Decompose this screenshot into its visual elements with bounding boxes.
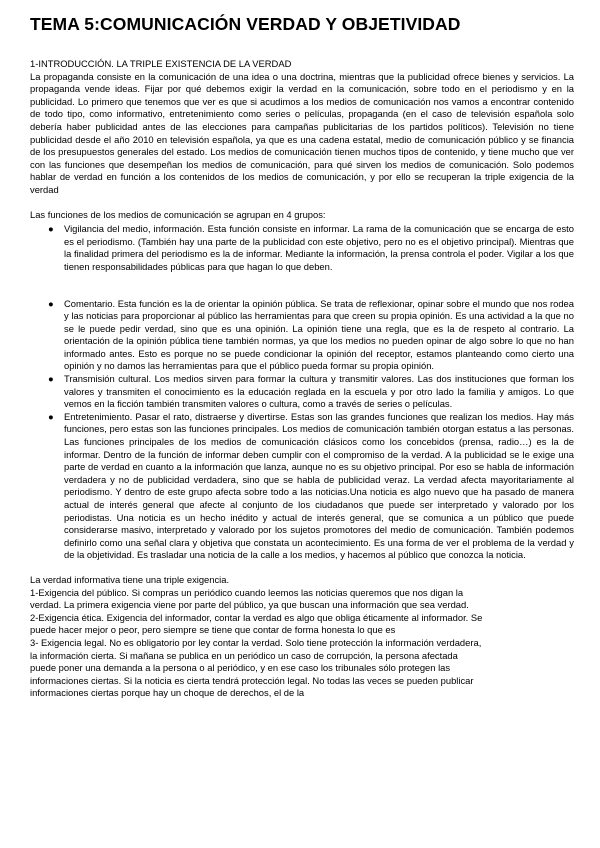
- functions-intro: Las funciones de los medios de comunicación se agrupan en 4 grupos:: [30, 208, 326, 220]
- list-item-text: Entretenimiento. Pasar el rato, distraerse y divertirse. Estas son las grandes funciones que realizan los medios. Hay más funciones, pero estas son las funciones principales. Los medios de comunicación también otorgan estatus a las personas. Las funciones principales de los medios de comunicación clásicos como los concebidos (prensa, radio…) es la de informar. Dentro de la función de informar deben cumplir con el compromiso de la verdad. A la publicidad se le exige una parte de verdad en cuanto a la información que lanza, aunque no es su objetivo principal. Por eso se habla de información verdadera y no de publicidad verdadera, sino que se habla de publicidad veraz. La verdad afecta mayoritariamente al periodismo. Y dentro de este grupo afecta sobre todo a las noticias.Una noticia es algo nuevo que ha pasado de manera actual de interés general que afecte al conjunto de los ciudadanos que puede ser interpretado y valorado por los periodistas. Una noticia es un hecho inédito y actual de interés general, que se comunica a un público que puede considerarse masivo, interpretado y valorado por los sujetos promotores del medio de comunicación. También podemos definirlo como una señal clara y objetiva que constata un acontecimiento. Es una forma de ver el problema de la verdad y de la objetividad. Es trasladar una noticia de la calle a los medios, y hacemos al público que conozca la noticia.: [64, 410, 574, 561]
- page-title: TEMA 5:COMUNICACIÓN VERDAD Y OBJETIVIDAD: [30, 14, 461, 34]
- truth-item: 3- Exigencia legal. No es obligatorio por ley contar la verdad. Solo tiene protección la información verdadera, la información cierta. Si mañana se publica en un periódico un caso de corrupción, la persona afectada puede poner una demanda a la persona o al periódico, y en ese caso los tribunales sólo protegen las informaciones ciertas. Si la noticia es cierta tendrá protección legal. No todas las veces se pueden publicar informaciones ciertas porque hay un choque de derechos, el de la: [30, 636, 482, 699]
- intro-paragraph: La propaganda consiste en la comunicación de una idea o una doctrina, mientras que la publicidad ofrece bienes y servicios. La propaganda vende ideas. Fijar por qué debemos exigir la verdad en la comunicación, sobre todo en el periodismo y en la publicidad. Lo primero que tenemos que ver es que si acudimos a los medios de comunicación nos vamos a encontrar contenido de todo tipo, como informativo, entretenimiento como series o películas, propaganda (en el caso de televisión española solo debería haber publicidad antes de las elecciones para campañas publicitarias de los partidos políticos). Televisión no tiene publicidad desde el año 2010 en televisión española, ya que es una cadena estatal, medio de comunicación público y se financia de los presupuestos generales del estado. Los medios de comunicación tienen muchos tipos de contenido, y tiene mucho que ver con las funciones que desempeñan los medios de comunicación, para qué sirven los medios de comunicación. Solo podemos hablar de verdad en función a los contenidos de los medios de comunicación, y por ello se recuperan la triple exigencia de la verdad: [30, 70, 574, 195]
- bullet-icon: ●: [48, 297, 54, 309]
- section-heading: 1-INTRODUCCIÓN. LA TRIPLE EXISTENCIA DE LA VERDAD: [30, 58, 292, 69]
- truth-item: 2-Exigencia ética. Exigencia del informador, contar la verdad es algo que obliga éticamente al informador. Se puede hacer mejor o peor, pero siempre se tiene que contar de forma honesta lo que es: [30, 611, 483, 636]
- list-item-text: Comentario. Esta función es la de orientar la opinión pública. Se trata de reflexionar, opinar sobre el mundo que nos rodea y las noticias para proporcionar al público las herramientas para que creen su propia opinión. Es una actividad a la que no se le puede pedir verdad, sino que es una opinión. La opinión tiene una regla, que es la de respeto al contrario. La orientación de la opinión pública tiene también normas, ya que los medios no pueden opinar de algo sobre lo que no han informado antes. Esto es porque no se puede condicionar la opinión del receptor, estamos planteando como cierto una opinión y no damos las herramientas para que el público pueda formar su propia opinión.: [64, 297, 574, 372]
- list-item-text: Transmisión cultural. Los medios sirven para formar la cultura y transmitir valores. Las dos instituciones que forman los valores y transmiten el conocimiento es la educación reglada en la escuela y por otro lado la familia y amigos. Lo que vemos en la ficción también transmiten valores o cultura, como a través de series o películas.: [64, 373, 574, 410]
- list-item: [30, 411, 574, 562]
- list-item-text: Vigilancia del medio, información. Esta función consiste en informar. La rama de la comunicación que se encarga de esto es el periodismo. (También hay una parte de la publicidad con este objetivo, pero no es el objetivo principal). Mientras que la finalidad primera del periodismo es la de informar. Mediante la información, la prensa controla el poder. Vigilar a los que tienen responsabilidades públicas para que hagan lo que deben.: [64, 223, 574, 272]
- truth-section: [30, 574, 484, 700]
- functions-section: [30, 209, 574, 562]
- bullet-icon: ●: [48, 410, 54, 422]
- functions-list: [30, 223, 574, 562]
- list-item: [30, 373, 574, 411]
- bullet-icon: ●: [48, 373, 54, 385]
- list-item: [30, 223, 574, 273]
- truth-item: 1-Exigencia del público. Si compras un periódico cuando leemos las noticias queremos que nos digan la verdad. La primera exigencia viene por parte del público, ya que buscan una información que sea verdad.: [30, 586, 469, 611]
- intro-section: [30, 58, 574, 197]
- list-item: [30, 298, 574, 374]
- bullet-icon: ●: [48, 223, 54, 235]
- truth-intro: La verdad informativa tiene una triple exigencia.: [30, 573, 230, 585]
